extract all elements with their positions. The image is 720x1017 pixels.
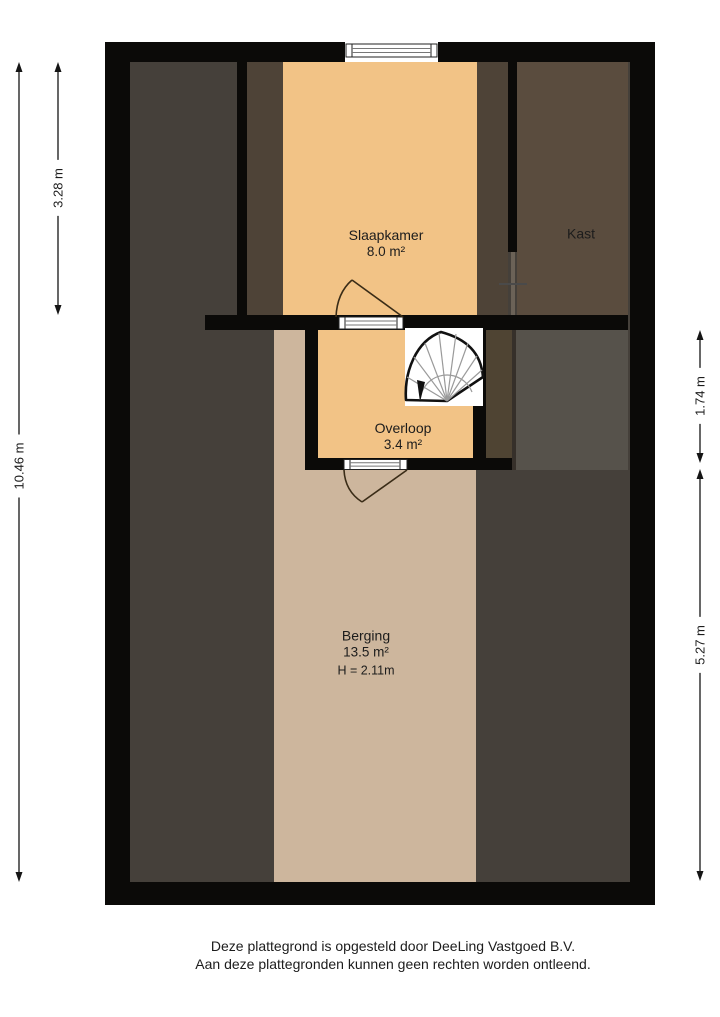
- kast-partition-wall: [508, 62, 517, 252]
- slaapkamer-left-wall: [237, 62, 247, 315]
- overloop-left-wall: [305, 330, 318, 470]
- right-mid-area: [516, 330, 628, 470]
- dim-total-height: 10.46 m: [10, 435, 29, 498]
- slaapkamer-name: Slaapkamer: [348, 227, 424, 244]
- dim-berging-depth: 5.27 m: [691, 617, 710, 673]
- kast-name: Kast: [566, 225, 596, 242]
- berging-area: 13.5 m²: [343, 644, 389, 660]
- slaapkamer-label: [349, 227, 424, 261]
- room-slaapkamer: [283, 62, 477, 315]
- slaapkamer-area: 8.0 m²: [366, 244, 406, 260]
- disclaimer-line2: Aan deze plattegronden kunnen geen rechten worden ontleend.: [195, 955, 591, 972]
- kast-partition-tick: [499, 283, 527, 285]
- berging-label: [337, 628, 394, 679]
- dim-overloop-depth: 1.74 m: [691, 368, 710, 424]
- room-kast: [517, 62, 628, 315]
- dim-slaapkamer-depth: 3.28 m: [49, 160, 68, 216]
- right-slope-strip: [486, 330, 512, 458]
- disclaimer: [195, 938, 590, 973]
- window-gap: [345, 42, 438, 62]
- overloop-bottom-wall: [305, 458, 512, 470]
- berging-name: Berging: [341, 627, 391, 644]
- slaapkamer-slope-strip-left: [247, 62, 283, 315]
- overloop-label: [375, 420, 432, 454]
- overloop-area: 3.4 m²: [383, 437, 423, 453]
- overloop-name: Overloop: [374, 420, 432, 437]
- staircase-area: [405, 328, 483, 406]
- kast-label: [567, 225, 595, 242]
- berging-height-note: H = 2.11m: [337, 663, 395, 678]
- slaapkamer-slope-strip-right: [477, 62, 508, 315]
- disclaimer-line1: Deze plattegrond is opgesteld door DeeLing Vastgoed B.V.: [210, 938, 576, 954]
